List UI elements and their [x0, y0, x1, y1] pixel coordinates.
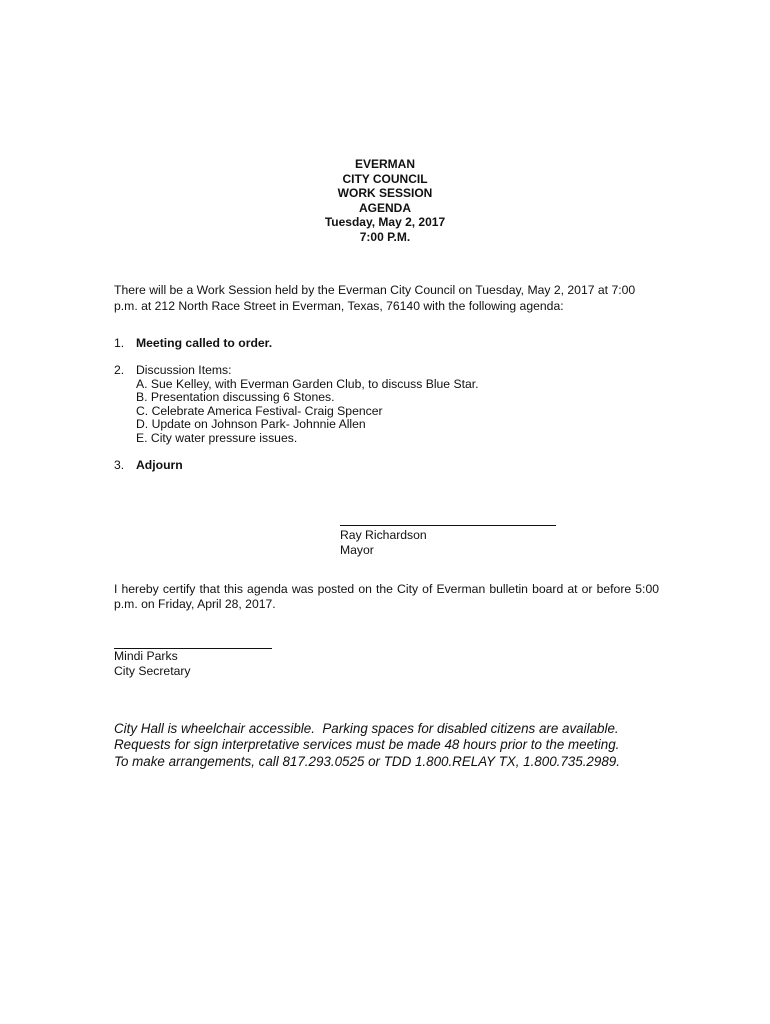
header-session: WORK SESSION: [337, 186, 433, 201]
agenda-item-number: 2.: [114, 363, 125, 377]
agenda-item-number: 1.: [114, 336, 125, 350]
discussion-subitem-e: E. City water pressure issues.: [136, 430, 298, 445]
header-date: Tuesday, May 2, 2017: [324, 215, 446, 230]
header-agenda: AGENDA: [358, 200, 411, 215]
agenda-item-number: 3.: [114, 458, 125, 472]
secretary-name: Mindi Parks: [114, 649, 178, 663]
notice-line-3: To make arrangements, call 817.293.0525 or TDD 1.800.RELAY TX, 1.800.735.2989.: [114, 753, 620, 769]
discussion-subitem-c: C. Celebrate America Festival- Craig Spencer: [136, 403, 383, 418]
agenda-item-label: Discussion Items:: [136, 363, 232, 377]
agenda-item-label: Adjourn: [136, 458, 183, 472]
discussion-items: [136, 364, 479, 446]
notice-line-1: City Hall is wheelchair accessible. Parking spaces for disabled citizens are available.: [114, 721, 619, 736]
header-time: 7:00 P.M.: [359, 229, 411, 244]
header-city: EVERMAN: [354, 157, 415, 171]
notice-line-2: Requests for sign interpretative services must be made 48 hours prior to the meeting.: [114, 737, 620, 753]
agenda-item-label: Meeting called to order.: [136, 336, 273, 350]
secretary-title: City Secretary: [114, 663, 191, 678]
accessibility-notice: [114, 721, 659, 770]
discussion-subitem-d: D. Update on Johnson Park- Johnnie Allen: [136, 417, 366, 432]
discussion-subitem-b: B. Presentation discussing 6 Stones.: [136, 390, 335, 405]
intro-paragraph: There will be a Work Session held by the Everman City Council on Tuesday, May 2, 2017 at 7:00 p.m. at 212 North Race Street in Everman, Texas, 76140 with the following agenda:: [114, 283, 636, 313]
certification-paragraph: I hereby certify that this agenda was posted on the City of Everman bulletin board at or before 5:00 p.m. on Friday, April 28, 2017.: [114, 582, 659, 611]
agenda-header: [0, 157, 770, 245]
mayor-signature-block: [340, 528, 427, 557]
mayor-signature-line: [340, 525, 556, 526]
header-council: CITY COUNCIL: [342, 171, 428, 186]
discussion-subitem-a: A. Sue Kelley, with Everman Garden Club, to discuss Blue Star.: [136, 376, 479, 391]
mayor-name: Ray Richardson: [340, 528, 427, 542]
secretary-signature-block: [114, 649, 191, 678]
mayor-title: Mayor: [340, 542, 374, 557]
